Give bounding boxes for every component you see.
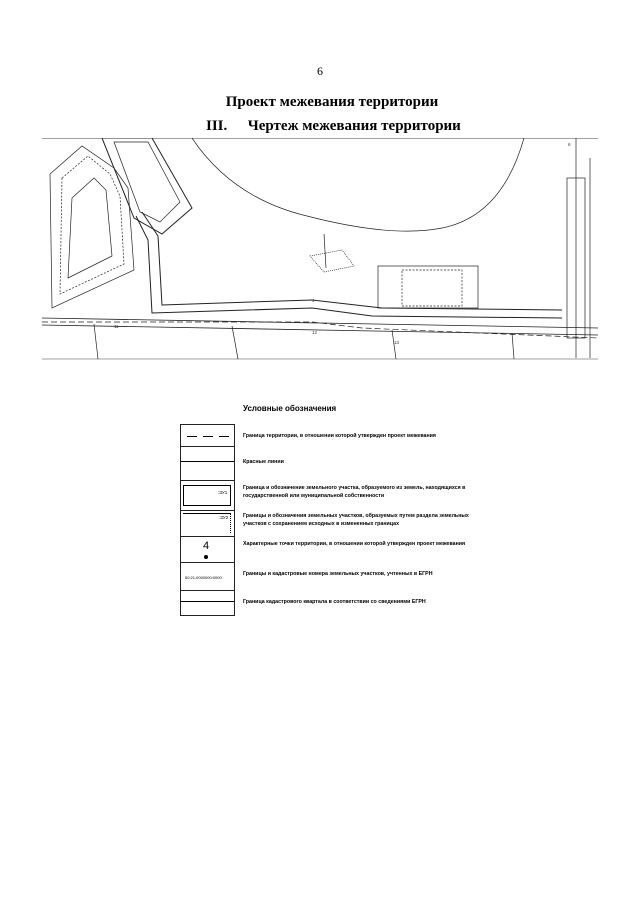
dashed-line-symbol [187,436,197,437]
page-number: 6 [317,64,323,78]
point-label: 12 [312,330,318,335]
land-survey-drawing [42,138,598,360]
legend-item-text: Граница территории, в отношении которой утвержден проект межевания [243,433,437,439]
point-dot-icon [204,555,208,559]
section-number: III. [206,118,228,134]
legend-row [181,425,234,447]
legend-title: Условные обозначения [243,404,337,413]
point-number: 4 [203,540,210,552]
point-label: 6 [568,142,571,147]
red-line-symbol [181,461,234,462]
legend-item-text: Красные линии [243,459,284,465]
legend-item-text: Границы и обозначения земельных участков, образуемых путем раздела земельных участков с сохранением исходных в измененных границах [243,513,469,527]
point-label: 4 [312,298,315,303]
cadastral-number-sample: 50:21:0000000:0000 [185,575,222,580]
section-title [206,118,461,135]
legend-item-text: Граница кадастрового квартала в соответствии со сведениями ЕГРН [243,599,426,605]
legend-row [181,563,234,591]
lot-label: :ЗУ1 [218,490,228,495]
lot-label: :ЗУ2 [219,515,229,520]
document-title: Проект межевания территории [225,94,439,110]
quarter-boundary-symbol [181,601,234,602]
legend-row [181,447,234,481]
legend-row [181,481,234,511]
lot-boundary-symbol [183,485,231,506]
legend-row [181,537,234,563]
legend-item-text: Границы и кадастровые номера земельных участков, учтенных в ЕГРН [243,571,433,577]
point-label: 13 [394,340,400,345]
section-name: Чертеж межевания территории [247,118,461,134]
legend-item-text: Граница и обозначение земельного участка, образуемого из земель, находящихся в государственной или муниципальной собственности [243,485,466,499]
legend-row [181,591,234,615]
point-label: 11 [114,324,119,329]
legend-symbol-table [180,424,235,616]
legend-item-text: Характерные точки территории, в отношении которой утвержден проект межевания [243,541,466,547]
legend-row [181,511,234,537]
